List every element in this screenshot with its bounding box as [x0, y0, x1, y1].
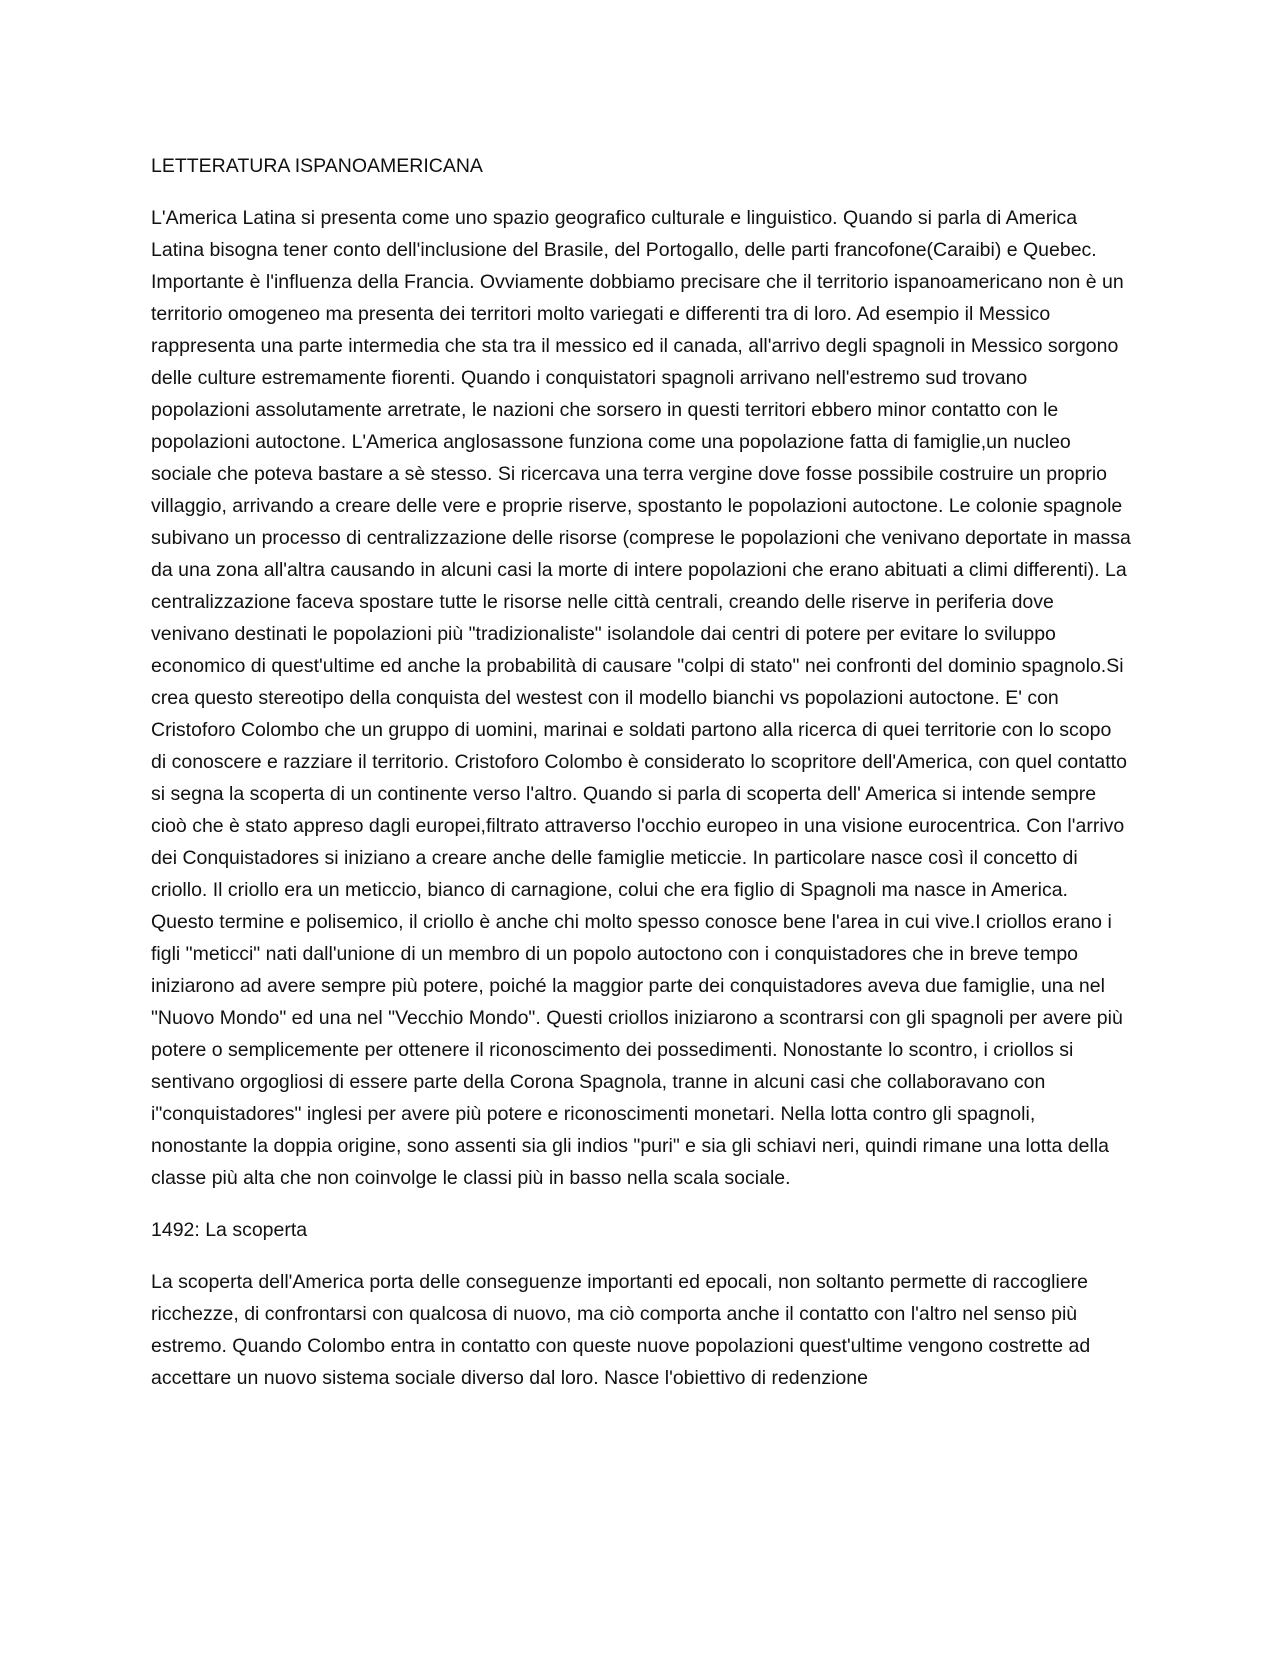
- paragraph-scoperta: La scoperta dell'America porta delle conseguenze importanti ed epocali, non soltanto permette di raccogliere ricchezze, di confrontarsi con qualcosa di nuovo, ma ciò comporta anche il contatto con l'altro nel senso più estremo. Quando Colombo entra in contatto con queste nuove popolazioni quest'ultime vengono costrette ad accettare un nuovo sistema sociale diverso dal loro. Nasce l'obiettivo di redenzione: [151, 1271, 1091, 1389]
- document-body: [151, 150, 1131, 1414]
- paragraph-intro: L'America Latina si presenta come uno spazio geografico culturale e linguistico. Quando si parla di America Latina bisogna tener conto dell'inclusione del Brasile, del Portogallo, delle parti francofone(Caraibi) e Quebec. Importante è l'influenza della Francia. Ovviamente dobbiamo precisare che il territorio ispanoamericano non è un territorio omogeneo ma presenta dei territori molto variegati e differenti tra di loro. Ad esempio il Messico rappresenta una parte intermedia che sta tra il messico ed il canada, all'arrivo degli spagnoli in Messico sorgono delle culture estremamente fiorenti. Quando i conquistatori spagnoli arrivano nell'estremo sud trovano popolazioni assolutamente arretrate, le nazioni che sorsero in questi territori ebbero minor contatto con le popolazioni autoctone. L'America anglosassone funziona come una popolazione fatta di famiglie,un nucleo sociale che poteva bastare a sè stesso. Si ricercava una terra vergine dove fosse possibile costruire un proprio villaggio, arrivando a creare delle vere e proprie riserve, spostanto le popolazioni autoctone. Le colonie spagnole subivano un processo di centralizzazione delle risorse (comprese le popolazioni che venivano deportate in massa da una zona all'altra causando in alcuni casi la morte di intere popolazioni che erano abituati a climi differenti). La centralizzazione faceva spostare tutte le risorse nelle città centrali, creando delle riserve in periferia dove venivano destinati le popolazioni più "tradizionaliste" isolandole dai centri di potere per evitare lo sviluppo economico di quest'ultime ed anche la probabilità di causare "colpi di stato" nei confronti del dominio spagnolo.Si crea questo stereotipo della conquista del westest con il modello bianchi vs popolazioni autoctone. E' con Cristoforo Colombo che un gruppo di uomini, marinai e soldati partono alla ricerca di quei territorie con lo scopo di conoscere e razziare il territorio. Cristoforo Colombo è considerato lo scopritore dell'America, con quel contatto si segna la scoperta di un continente verso l'altro. Quando si parla di scoperta dell' America si intende sempre cioò che è stato appreso dagli europei,filtrato attraverso l'occhio europeo in una visione eurocentrica. Con l'arrivo dei Conquistadores si iniziano a creare anche delle famiglie meticcie. In particolare nasce così il concetto di criollo. Il criollo era un meticcio, bianco di carnagione, colui che era figlio di Spagnoli ma nasce in America. Questo termine e polisemico, il criollo è anche chi molto spesso conosce bene l'area in cui vive.I criollos erano i figli "meticci" nati dall'unione di un membro di un popolo autoctono con i conquistadores che in breve tempo iniziarono ad avere sempre più potere, poiché la maggior parte dei conquistadores aveva due famiglie, una nel "Nuovo Mondo" ed una nel "Vecchio Mondo". Questi criollos iniziarono a scontrarsi con gli spagnoli per avere più potere o semplicemente per ottenere il riconoscimento dei possedimenti. Nonostante lo scontro, i criollos si sentivano orgogliosi di essere parte della Corona Spagnola, tranne in alcuni casi che collaboravano con i"conquistadores" inglesi per avere più potere e riconoscimenti monetari. Nella lotta contro gli spagnoli, nonostante la doppia origine, sono assenti sia gli indios "puri" e sia gli schiavi neri, quindi rimane una lotta della classe più alta che non coinvolge le classi più in basso nella scala sociale.: [151, 207, 1131, 1189]
- document-title: LETTERATURA ISPANOAMERICANA: [151, 155, 483, 177]
- section-heading: 1492: La scoperta: [151, 1219, 308, 1241]
